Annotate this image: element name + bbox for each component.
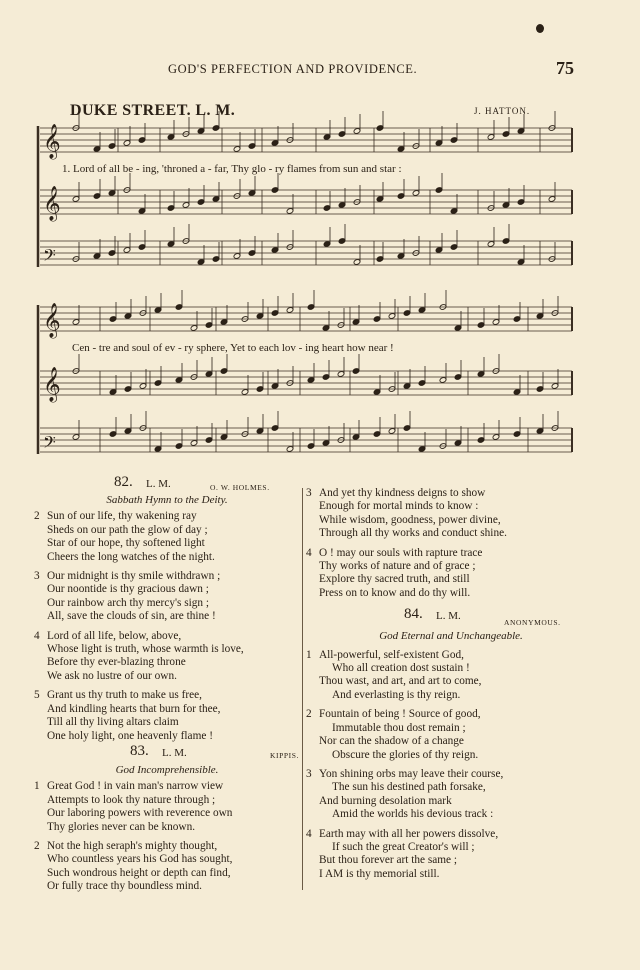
- verse: 1 Great God ! in vain man's narrow view Attempts to look thy nature through ; Our laboring powers with reverence own Thy glories never can be known.: [34, 780, 233, 833]
- treble-clef-icon: 𝄞: [43, 186, 61, 221]
- page-number: 75: [556, 58, 574, 78]
- verse: 2 Not the high seraph's mighty thought, Who countless years his God has sought, Such wondrous height or depth can find, Or fully trace thy boundless mind.: [34, 839, 233, 893]
- hymn-subtitle: Sabbath Hymn to the Deity.: [106, 494, 228, 506]
- treble-clef-icon: 𝄞: [43, 367, 61, 402]
- verse: 1 All-powerful, self-existent God, Who all creation dost sustain ! Thou wast, and art, and art to come, And everlasting is thy reign.: [306, 648, 482, 701]
- hymn-number: 83.: [130, 742, 149, 759]
- hymn-84-heading: [306, 608, 596, 626]
- verse: 4 O ! may our souls with rapture trace Thy works of nature and of grace ; Explore thy sacred truth, and still Press on to know and do thy will.: [306, 546, 483, 599]
- verse: 3 Yon shining orbs may leave their course, The sun his destined path forsake, And burning desolation mark Amid the worlds his devious track :: [306, 767, 504, 821]
- verse: 2 Fountain of being ! Source of good, Immutable thou dost remain ; Nor can the shadow of a change Obscure the glories of thy reign.: [306, 708, 481, 761]
- verse: 3 Our midnight is thy smile withdrawn ; Our noontide is thy gracious dawn ; Our rainbow arch thy mercy's sign ; All, save the clouds of sin, are thine !: [34, 570, 221, 623]
- hymn-83-continued: [306, 487, 596, 881]
- hymn-number: 84.: [404, 606, 423, 623]
- hymn-subtitle: God Eternal and Unchangeable.: [379, 630, 523, 643]
- treble-clef-icon: 𝄞: [43, 303, 61, 338]
- hymn-meter: L. M.: [162, 746, 187, 759]
- hymn-meter: L. M.: [436, 610, 461, 623]
- tune-title: DUKE STREET. L. M.: [70, 102, 236, 119]
- verse: 4 Earth may with all her powers dissolve, If such the great Creator's will ; But thou forever art the same ; I AM is thy memorial still.: [306, 827, 499, 880]
- hymn-subtitle: God Incomprehensible.: [115, 763, 219, 776]
- hymn-author: ANONYMOUS.: [504, 618, 561, 628]
- tune-lyric-line-1: 1. Lord of all be - ing, 'throned a - far, Thy glo - ry flames from sun and star :: [62, 163, 402, 175]
- column-divider: [302, 488, 303, 890]
- hymn-author: O. W. HOLMES.: [210, 483, 270, 492]
- tune-composer: J. HATTON.: [474, 106, 531, 116]
- verse: 3 And yet thy kindness deigns to show Enough for mortal minds to know : While wisdom, goodness, power divine, Through all thy works and conduct shine.: [306, 487, 507, 540]
- running-header-title: GOD'S PERFECTION AND PROVIDENCE.: [168, 62, 418, 76]
- hymn-meter: L. M.: [146, 478, 171, 490]
- verse: 5 Grant us thy truth to make us free, And kindling hearts that burn for thee, Till all thy living altars claim One holy light, one heavenly flame !: [34, 689, 221, 742]
- hymn-83-heading: [34, 742, 300, 762]
- verse: 2 Sun of our life, thy wakening ray Sheds on our path the glow of day ; Star of our hope, thy softened light Cheers the long watches of the night.: [34, 510, 215, 563]
- tune-lyric-line-2: Cen - tre and soul of ev - ry sphere, Yet to each lov - ing heart how near !: [72, 342, 394, 354]
- hymn-author: KIPPIS.: [270, 750, 299, 760]
- hymn-82: [34, 476, 300, 894]
- treble-clef-icon: 𝄞: [43, 124, 61, 159]
- bass-clef-icon: 𝄢: [43, 432, 56, 456]
- hymn-number: 82.: [114, 474, 133, 490]
- verse: 4 Lord of all life, below, above, Whose light is truth, whose warmth is love, Before thy ever-blazing throne We ask no lustre of our own.: [34, 629, 244, 682]
- bass-clef-icon: 𝄢: [43, 245, 56, 269]
